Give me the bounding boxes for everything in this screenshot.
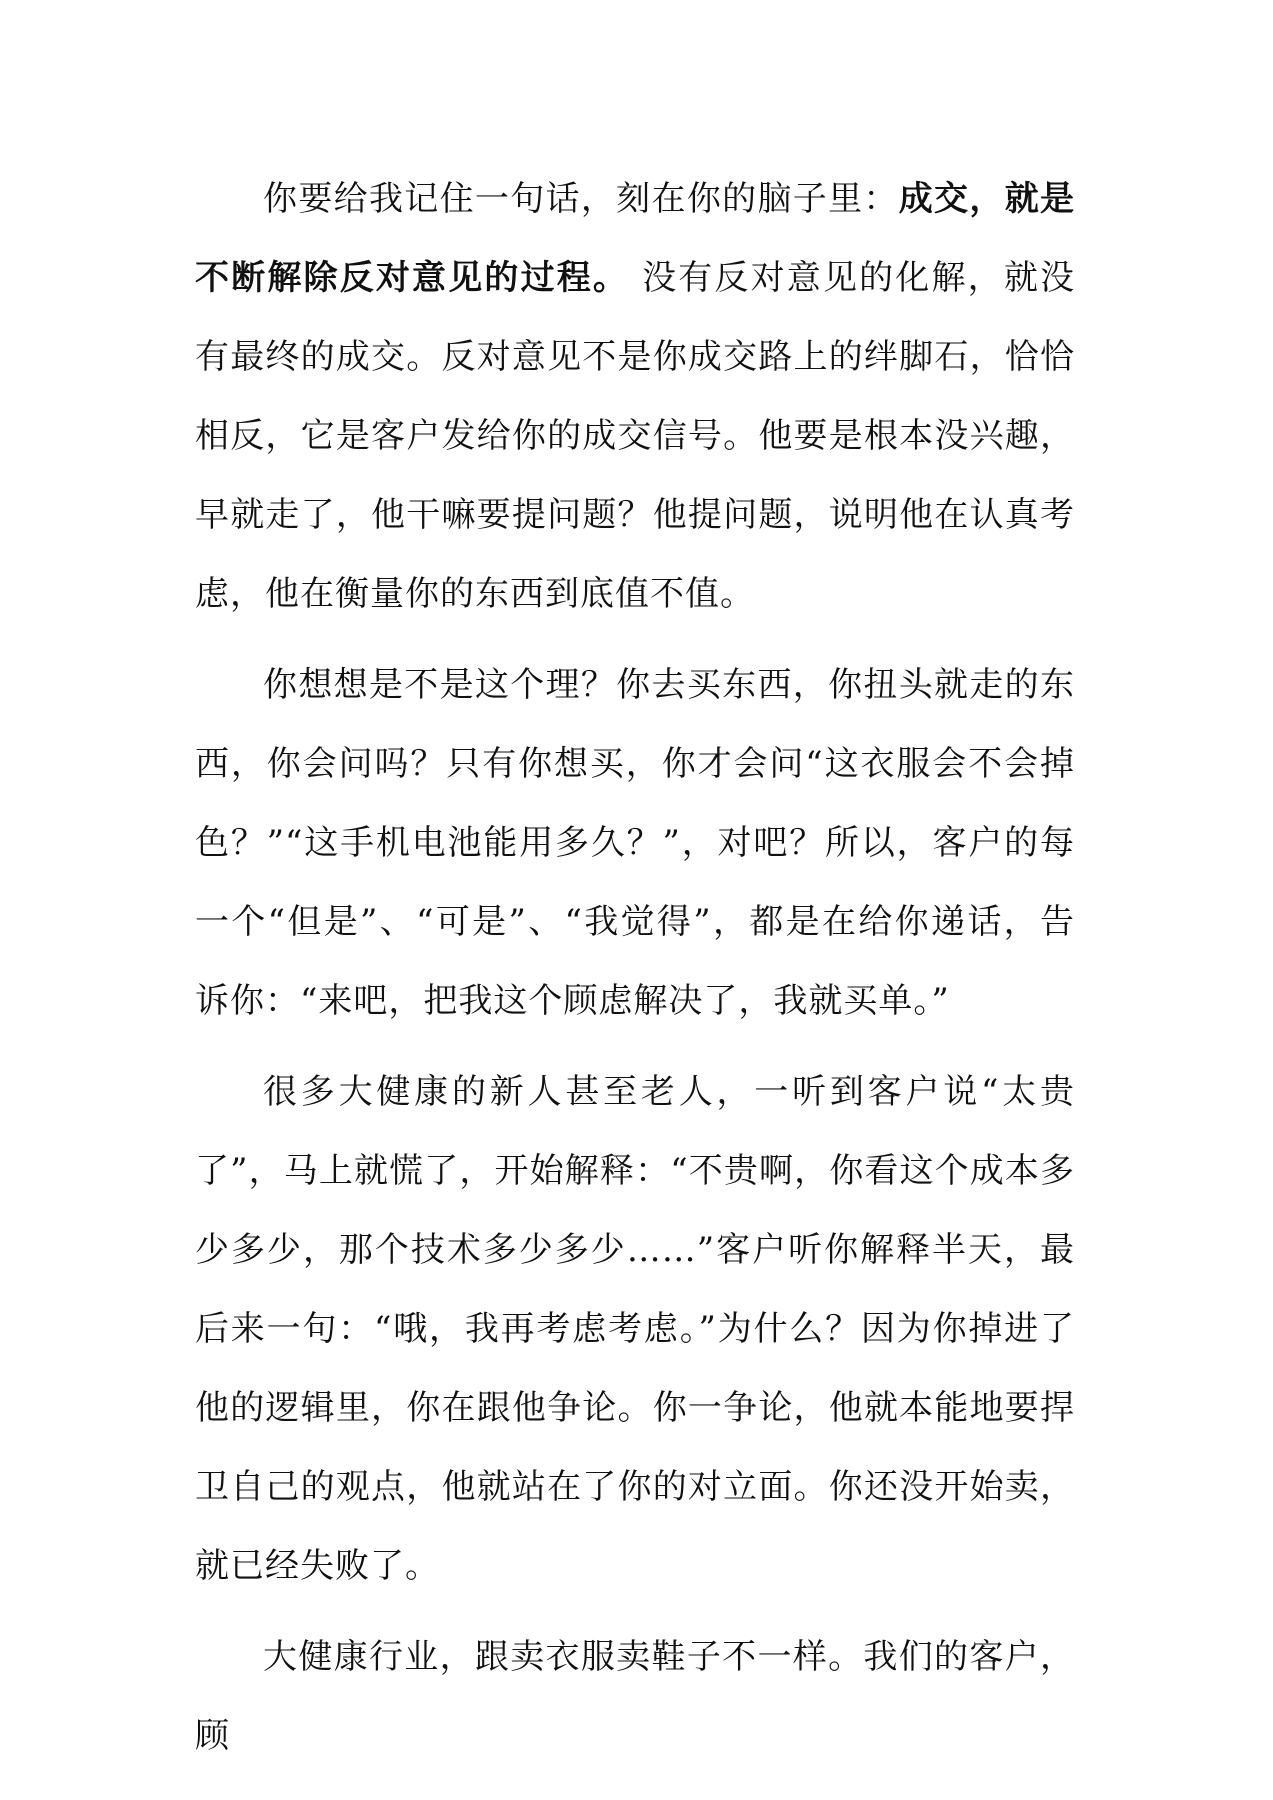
paragraph-1-rest: 没有反对意见的化解，就没有最终的成交。反对意见不是你成交路上的绊脚石，恰恰相反，它是客户发给你的成交信号。他要是根本没兴趣，早就走了，他干嘛要提问题？他提问题，说明他在认真考虑，他在衡量你的东西到底值不值。 — [195, 258, 1075, 614]
paragraph-2: 你想想是不是这个理？你去买东西，你扭头就走的东西，你会问吗？只有你想买，你才会问“这衣服会不会掉色？”“这手机电池能用多久？”，对吧？所以，客户的每一个“但是”、“可是”、“我觉得”，都是在给你递话，告诉你：“来吧，把我这个顾虑解决了，我就买单。” — [195, 665, 1075, 1021]
paragraph-1 — [195, 160, 1075, 634]
paragraph-1-lead: 你要给我记住一句话，刻在你的脑子里： — [263, 179, 899, 219]
document-page — [195, 160, 1075, 1780]
paragraph-4: 大健康行业，跟卖衣服卖鞋子不一样。我们的客户，顾 — [195, 1637, 1075, 1756]
key-principle-bold: 成交，就是不断解除反对意见的过程。 — [195, 179, 1075, 298]
paragraph-3: 很多大健康的新人甚至老人，一听到客户说“太贵了”，马上就慌了，开始解释：“不贵啊，你看这个成本多少多少，那个技术多少多少……”客户听你解释半天，最后来一句：“哦，我再考虑考虑。”为什么？因为你掉进了他的逻辑里，你在跟他争论。你一争论，他就本能地要捍卫自己的观点，他就站在了你的对立面。你还没开始卖，就已经失败了。 — [195, 1072, 1075, 1586]
